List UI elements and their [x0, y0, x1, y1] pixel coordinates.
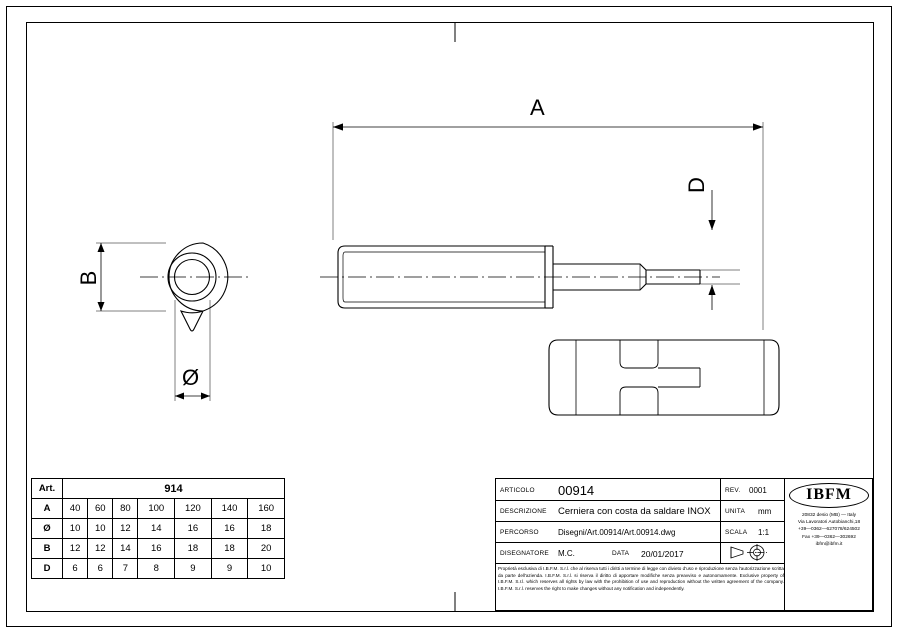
cell: 120 — [175, 499, 212, 519]
divider — [720, 479, 721, 563]
cell: 14 — [113, 539, 138, 559]
cell: 16 — [211, 519, 248, 539]
row-label-d: D — [32, 559, 63, 579]
parts-dimension-table — [31, 478, 285, 579]
dimension-label-b: B — [76, 270, 101, 286]
address-line: ibfm@ibfm.it — [815, 541, 843, 547]
cell: 160 — [248, 499, 285, 519]
row-label-b: B — [32, 539, 63, 559]
cell: 140 — [211, 499, 248, 519]
cell: 6 — [88, 559, 113, 579]
dimension-label-a: A — [530, 95, 545, 120]
company-logo — [785, 479, 873, 611]
legal-notice: Proprietà esclusiva di I.B.F.M. S.r.l. che al riserva tutti i diritti a termine di legge con divieto d'uso e riproduzione senza l'autorizzazione scritta da parte dell'azienda. I.B.F.M. S.r.l. si riserva il diritto di apportare modifiche senza preavviso e autonomamente. Exclusive property of I.B.F.M. S.r.l. which reserves all rights by law with the prohibition of use and reproduction without the written agreement of the company. I.B.F.M. S.r.l. reserves the right to make changes without any notification and independently. — [498, 566, 784, 591]
cell: 9 — [211, 559, 248, 579]
cell: 100 — [138, 499, 175, 519]
cell: 40 — [63, 499, 88, 519]
table-row — [32, 559, 285, 579]
cell: 12 — [88, 539, 113, 559]
label-data: DATA — [612, 550, 630, 557]
row-label-a: A — [32, 499, 63, 519]
value-descrizione: Cerniera con costa da saldare INOX — [558, 506, 711, 517]
cell: 80 — [113, 499, 138, 519]
label-rev: REV. — [725, 487, 741, 494]
dimension-label-d: D — [684, 177, 709, 193]
address-line: +39—0362—627078/624502 — [798, 527, 860, 533]
label-scala: SCALA — [725, 529, 748, 536]
table-row — [32, 519, 285, 539]
cell: 60 — [88, 499, 113, 519]
label-articolo: ARTICOLO — [500, 487, 535, 494]
cell: 16 — [138, 539, 175, 559]
divider — [496, 500, 784, 501]
value-disegnatore: M.C. — [558, 549, 575, 558]
cell: 18 — [211, 539, 248, 559]
cell: 9 — [175, 559, 212, 579]
cell: 10 — [88, 519, 113, 539]
address-line: Fax +39—0362—302692 — [802, 534, 856, 540]
cell: 10 — [248, 559, 285, 579]
divider — [496, 521, 784, 522]
dimension-label-diameter: Ø — [182, 365, 200, 390]
label-percorso: PERCORSO — [500, 529, 539, 536]
divider — [496, 563, 784, 564]
address-line: Via Lavoratori Autobianchi,18 — [797, 520, 861, 526]
cell: 18 — [175, 539, 212, 559]
projection-symbol-icon — [725, 543, 783, 562]
company-address — [787, 512, 871, 548]
cell: 20 — [248, 539, 285, 559]
label-unita: UNITA — [725, 508, 746, 515]
label-disegnatore: DISEGNATORE — [500, 550, 549, 557]
cell: 14 — [138, 519, 175, 539]
row-label-diameter: Ø — [32, 519, 63, 539]
cell: 10 — [63, 519, 88, 539]
table-row — [32, 499, 285, 519]
table-header-art: Art. — [32, 479, 63, 499]
cell: 12 — [63, 539, 88, 559]
cell: 6 — [63, 559, 88, 579]
table-header-art-value: 914 — [63, 479, 285, 499]
value-data: 20/01/2017 — [641, 549, 684, 559]
value-rev: 0001 — [749, 486, 767, 495]
value-scala: 1:1 — [758, 528, 770, 537]
logo-name: IBFM — [806, 486, 852, 503]
value-articolo: 00914 — [558, 483, 595, 498]
address-line: 20832 desio (MB) — Italy — [801, 513, 857, 518]
table-row — [32, 539, 285, 559]
title-block — [495, 478, 873, 611]
table-row-header — [32, 479, 285, 499]
cell: 8 — [138, 559, 175, 579]
label-descrizione: DESCRIZIONE — [500, 508, 547, 515]
cell: 7 — [113, 559, 138, 579]
cell: 12 — [113, 519, 138, 539]
cell: 18 — [248, 519, 285, 539]
value-unita: mm — [758, 507, 772, 516]
cell: 16 — [175, 519, 212, 539]
value-percorso: Disegni/Art.00914/Art.00914.dwg — [558, 528, 676, 537]
